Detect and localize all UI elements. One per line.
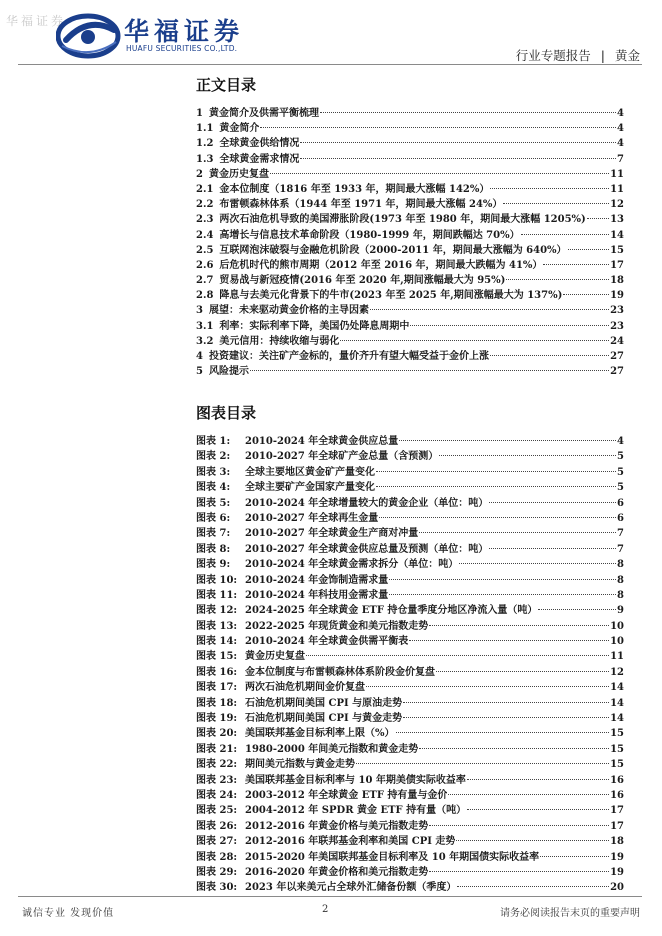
entry-page: 8 [617, 589, 624, 601]
figures-entry[interactable] [196, 773, 624, 788]
figures-entry[interactable] [196, 834, 624, 849]
brand-name-cn: 华福证券 [124, 17, 245, 46]
entry-page: 18 [610, 275, 624, 287]
entry-page: 15 [610, 759, 624, 771]
entry-number: 图表 15: [196, 651, 238, 663]
entry-title: 2022-2025 年现货黄金和美元指数走势 [245, 620, 429, 632]
report-type: 行业专题报告 [515, 48, 591, 63]
contents-entry[interactable] [196, 152, 624, 167]
figures-entry[interactable] [196, 449, 624, 464]
entry-title: 1980-2000 年间美元指数和黄金走势 [245, 743, 419, 755]
entry-leader [563, 294, 609, 295]
entry-number: 图表 5: [196, 497, 231, 509]
entry-title: 2010-2024 年全球黄金需求拆分（单位：吨） [245, 559, 459, 571]
figures-entry[interactable] [196, 680, 624, 695]
figures-entry[interactable] [196, 526, 624, 541]
entry-title: 2010-2027 年全球矿产金总量（含预测） [245, 451, 439, 463]
entry-leader [366, 686, 609, 687]
entry-leader [456, 840, 609, 841]
figures-entry[interactable] [196, 588, 624, 603]
entry-page: 23 [610, 305, 624, 317]
entry-title: 2010-2024 年全球黄金供需平衡表 [245, 636, 409, 648]
entry-leader [399, 440, 616, 441]
figures-entry[interactable] [196, 757, 624, 772]
entry-page: 15 [610, 743, 624, 755]
entry-number: 图表 8: [196, 543, 231, 555]
entry-number: 图表 16: [196, 666, 238, 678]
figures-entry[interactable] [196, 788, 624, 803]
entry-title: 全球主要矿产金国家产量变化 [245, 482, 375, 494]
entry-number: 图表 21: [196, 743, 238, 755]
entry-number: 2.2 [196, 199, 214, 211]
entry-page: 7 [617, 543, 624, 555]
entry-page: 23 [610, 320, 624, 332]
entry-page: 4 [617, 138, 624, 150]
entry-leader [370, 309, 609, 310]
entry-title: 全球黄金供给情况 [219, 138, 300, 150]
entry-leader [340, 340, 609, 341]
entry-title: 美国联邦基金目标利率上限（%） [245, 728, 395, 740]
entry-title: 两次石油危机导致的美国滞胀阶段(1973 年至 1980 年，期间最大涨幅 1205%) [219, 214, 586, 226]
brand-name-en: HUAFU SECURITIES CO.,LTD. [126, 44, 238, 53]
entry-page: 9 [617, 605, 624, 617]
figures-entry[interactable] [196, 880, 624, 895]
entry-page: 14 [610, 697, 624, 709]
entry-title: 2012-2016 年黄金价格与美元指数走势 [245, 820, 429, 832]
entry-leader [410, 325, 609, 326]
entry-page: 8 [617, 559, 624, 571]
figures-entry[interactable] [196, 803, 624, 818]
entry-title: 金本位制度（1816 年至 1933 年，期间最大涨幅 142%） [219, 183, 490, 195]
entry-page: 14 [610, 682, 624, 694]
entry-title: 贸易战与新冠疫情(2016 年至 2020 年,期间涨幅最大为 95%) [219, 275, 506, 287]
entry-title: 2010-2024 年科技用金需求量 [245, 589, 389, 601]
contents-entry[interactable] [196, 258, 624, 273]
entry-title: 降息与去美元化背景下的牛市(2023 年至 2025 年,期间涨幅最大为 137%) [219, 290, 563, 302]
header-rule [18, 64, 642, 65]
entry-leader [403, 702, 609, 703]
entry-number: 图表 17: [196, 682, 238, 694]
entry-title: 2024-2025 年全球黄金 ETF 持仓量季度分地区净流入量（吨） [245, 605, 538, 617]
entry-number: 图表 2: [196, 451, 231, 463]
footer-disclaimer: 请务必阅读报告末页的重要声明 [500, 908, 640, 919]
entry-title: 后危机时代的熊市周期（2012 年至 2016 年，期间最大跌幅为 41%） [219, 259, 543, 271]
entry-number: 图表 30: [196, 882, 238, 894]
entry-leader [490, 355, 609, 356]
contents-entry[interactable] [196, 182, 624, 197]
entry-number: 3.1 [196, 320, 214, 332]
figures-entry[interactable] [196, 711, 624, 726]
report-category [516, 46, 640, 64]
entry-page: 16 [610, 774, 624, 786]
entry-leader [429, 625, 609, 626]
entry-page: 19 [610, 851, 624, 863]
entry-title: 黄金简介及供需平衡梳理 [208, 108, 319, 119]
entry-page: 15 [610, 244, 624, 256]
entry-number: 图表 19: [196, 713, 238, 725]
entry-leader [419, 748, 609, 749]
entry-page: 18 [610, 836, 624, 848]
entry-leader [489, 548, 616, 549]
footer-slogan: 诚信专业 发现价值 [22, 908, 115, 919]
entry-number: 图表 18: [196, 697, 238, 709]
figures-entry[interactable] [196, 696, 624, 711]
contents-entry[interactable] [196, 364, 624, 379]
entry-page: 5 [617, 451, 624, 463]
entry-number: 图表 12: [196, 605, 238, 617]
figures-entry[interactable] [196, 619, 624, 634]
entry-page: 12 [610, 666, 624, 678]
contents-entry[interactable] [196, 212, 624, 227]
entry-page: 13 [610, 214, 624, 226]
entry-page: 19 [610, 866, 624, 878]
contents-entry[interactable] [196, 273, 624, 288]
entry-number: 图表 7: [196, 528, 231, 540]
figures-entry[interactable] [196, 819, 624, 834]
entry-page: 24 [610, 335, 624, 347]
entry-leader [506, 279, 609, 280]
entry-leader [300, 158, 616, 159]
entry-leader [376, 486, 616, 487]
report-sector: 黄金 [614, 48, 640, 63]
entry-number: 图表 6: [196, 512, 231, 524]
entry-leader [448, 794, 609, 795]
entry-number: 图表 1: [196, 436, 231, 447]
entry-leader [429, 825, 609, 826]
huafu-logo-icon [56, 10, 122, 60]
entry-number: 4 [196, 351, 203, 362]
entry-number: 图表 3: [196, 466, 231, 478]
entry-number: 图表 20: [196, 728, 238, 740]
entry-number: 图表 10: [196, 574, 238, 586]
entry-title: 2016-2020 年黄金价格和美元指数走势 [245, 866, 429, 878]
entry-title: 投资建议：关注矿产金标的，量价齐升有望大幅受益于金价上涨 [208, 351, 489, 362]
entry-title: 石油危机期间美国 CPI 与黄金走势 [245, 713, 403, 725]
entry-leader [587, 218, 609, 219]
entry-title: 利率：实际利率下降，美国仍处降息周期中 [219, 320, 410, 332]
entry-title: 2010-2027 年全球黄金供应总量及预测（单位：吨） [245, 543, 489, 555]
figures-entry[interactable] [196, 865, 624, 880]
entry-number: 1 [196, 108, 203, 119]
entry-leader [457, 886, 609, 887]
figures-entry[interactable] [196, 742, 624, 757]
entry-leader [439, 455, 616, 456]
entry-leader [396, 732, 610, 733]
entry-number: 图表 25: [196, 805, 238, 817]
entry-title: 期间美元指数与黄金走势 [245, 759, 355, 771]
entry-title: 2010-2027 年全球再生金量 [245, 512, 379, 524]
entry-leader [356, 763, 609, 764]
contents-entry[interactable] [196, 136, 624, 151]
entry-title: 2023 年以来美元占全球外汇储备份额（季度） [245, 882, 457, 894]
entry-number: 3 [196, 305, 203, 317]
figures-entry[interactable] [196, 434, 624, 449]
entry-page: 27 [610, 366, 624, 378]
entry-leader [540, 856, 609, 857]
contents-entry[interactable] [196, 288, 624, 303]
entry-title: 互联网泡沫破裂与金融危机阶段（2000-2011 年，期间最大涨幅为 640%） [219, 244, 567, 256]
entry-number: 图表 14: [196, 636, 238, 648]
entry-title: 黄金简介 [219, 123, 260, 135]
entry-page: 10 [610, 620, 624, 632]
entry-page: 11 [610, 168, 624, 180]
entry-leader [260, 127, 616, 128]
entry-title: 全球黄金需求情况 [219, 153, 300, 165]
entry-title: 美元信用：持续收缩与弱化 [219, 335, 340, 347]
figures-title: 图表目录 [196, 404, 257, 422]
entry-page: 7 [617, 153, 624, 165]
entry-page: 19 [610, 290, 624, 302]
entry-page: 11 [610, 651, 624, 663]
entry-page: 5 [617, 482, 624, 494]
entry-title: 2003-2012 年全球黄金 ETF 持有量与金价 [245, 789, 448, 801]
entry-leader [521, 234, 609, 235]
figures-entry[interactable] [196, 557, 624, 572]
entry-number: 2.1 [196, 183, 214, 195]
watermark-text: 华福证券 [6, 14, 67, 28]
contents-entry[interactable] [196, 243, 624, 258]
entry-number: 图表 9: [196, 559, 231, 571]
contents-entry[interactable] [196, 121, 624, 136]
entry-page: 12 [610, 199, 624, 211]
entry-page: 4 [617, 436, 624, 447]
entry-leader [389, 579, 616, 580]
figures-entry[interactable] [196, 603, 624, 618]
contents-title: 正文目录 [196, 76, 257, 94]
entry-number: 2.3 [196, 214, 214, 226]
figures-entry[interactable] [196, 665, 624, 680]
figures-entry[interactable] [196, 649, 624, 664]
entry-number: 2.4 [196, 229, 214, 241]
entry-number: 图表 29: [196, 866, 238, 878]
entry-number: 2.5 [196, 244, 214, 256]
entry-number: 图表 26: [196, 820, 238, 832]
entry-leader [403, 717, 609, 718]
contents-entry[interactable] [196, 167, 624, 182]
contents-entry[interactable] [196, 228, 624, 243]
entry-leader [467, 809, 609, 810]
entry-number: 图表 23: [196, 774, 238, 786]
contents-list [196, 106, 624, 379]
entry-title: 黄金历史复盘 [208, 168, 269, 180]
entry-leader [429, 871, 609, 872]
entry-title: 2012-2016 年联邦基金利率和美国 CPI 走势 [245, 836, 456, 848]
entry-page: 4 [617, 108, 624, 119]
entry-number: 1.2 [196, 138, 214, 150]
figures-entry[interactable] [196, 465, 624, 480]
figures-entry[interactable] [196, 496, 624, 511]
entry-page: 14 [610, 713, 624, 725]
entry-leader [543, 264, 609, 265]
entry-leader [376, 471, 616, 472]
entry-page: 17 [610, 820, 624, 832]
entry-page: 20 [610, 882, 624, 894]
entry-title: 2015-2020 年美国联邦基金目标利率及 10 年期国债实际收益率 [245, 851, 540, 863]
entry-title: 风险提示 [208, 366, 249, 378]
entry-number: 2.7 [196, 275, 214, 287]
entry-page: 16 [610, 789, 624, 801]
entry-page: 6 [617, 497, 624, 509]
entry-title: 展望：未来驱动黄金价格的主导因素 [208, 305, 369, 317]
entry-number: 图表 13: [196, 620, 238, 632]
footer-rule [18, 896, 642, 897]
figures-entry[interactable] [196, 726, 624, 741]
entry-title: 高增长与信息技术革命阶段（1980-1999 年，期间跌幅达 70%） [219, 229, 520, 241]
entry-title: 2010-2024 年全球黄金供应总量 [245, 436, 399, 447]
figures-entry[interactable] [196, 850, 624, 865]
entry-page: 17 [610, 805, 624, 817]
entry-number: 1.1 [196, 123, 214, 135]
entry-number: 图表 11: [196, 589, 238, 601]
page-number: 2 [322, 904, 329, 915]
entry-page: 11 [610, 183, 624, 195]
entry-leader [306, 655, 609, 656]
contents-entry[interactable] [196, 303, 624, 318]
entry-leader [467, 779, 609, 780]
entry-title: 2010-2024 年全球增量较大的黄金企业（单位：吨） [245, 497, 489, 509]
entry-page: 4 [617, 123, 624, 135]
entry-title: 黄金历史复盘 [245, 651, 305, 663]
entry-leader [568, 249, 610, 250]
contents-entry[interactable] [196, 106, 624, 121]
entry-title: 布雷顿森林体系（1944 年至 1971 年，期间最大涨幅 24%） [219, 199, 503, 211]
entry-number: 图表 22: [196, 759, 238, 771]
entry-number: 图表 27: [196, 836, 238, 848]
entry-title: 金本位制度与布雷顿森林体系阶段金价复盘 [245, 666, 435, 678]
entry-title: 2010-2027 年全球黄金生产商对冲量 [245, 528, 419, 540]
contents-entry[interactable] [196, 334, 624, 349]
entry-page: 7 [617, 528, 624, 540]
figures-list [196, 434, 624, 896]
entry-number: 2 [196, 168, 203, 180]
entry-leader [459, 563, 616, 564]
figures-entry[interactable] [196, 480, 624, 495]
entry-title: 美国联邦基金目标利率与 10 年期美债实际收益率 [245, 774, 466, 786]
entry-number: 2.8 [196, 290, 214, 302]
entry-page: 17 [610, 259, 624, 271]
entry-leader [538, 609, 616, 610]
entry-number: 图表 28: [196, 851, 238, 863]
entry-number: 1.3 [196, 153, 214, 165]
entry-title: 2010-2024 年金饰制造需求量 [245, 574, 389, 586]
entry-page: 14 [610, 229, 624, 241]
entry-page: 10 [610, 636, 624, 648]
entry-page: 5 [617, 466, 624, 478]
entry-leader [436, 671, 609, 672]
figures-entry[interactable] [196, 634, 624, 649]
entry-page: 15 [610, 728, 624, 740]
entry-title: 石油危机期间美国 CPI 与原油走势 [245, 697, 403, 709]
entry-title: 全球主要地区黄金矿产量变化 [245, 466, 375, 478]
entry-page: 8 [617, 574, 624, 586]
entry-page: 6 [617, 512, 624, 524]
entry-leader [300, 142, 616, 143]
entry-leader [379, 517, 616, 518]
company-logo [56, 10, 256, 62]
entry-number: 图表 24: [196, 789, 238, 801]
entry-page: 27 [610, 351, 624, 362]
entry-leader [503, 203, 609, 204]
entry-leader [489, 502, 616, 503]
entry-title: 2004-2012 年 SPDR 黄金 ETF 持有量（吨） [245, 805, 467, 817]
header-separator: | [600, 48, 605, 63]
entry-number: 5 [196, 366, 203, 378]
entry-leader [490, 188, 609, 189]
contents-entry[interactable] [196, 197, 624, 212]
contents-entry[interactable] [196, 319, 624, 334]
entry-number: 图表 4: [196, 482, 231, 494]
entry-number: 2.6 [196, 259, 214, 271]
entry-leader [250, 370, 609, 371]
entry-leader [270, 173, 609, 174]
entry-title: 两次石油危机期间金价复盘 [245, 682, 365, 694]
figures-entry[interactable] [196, 542, 624, 557]
entry-number: 3.2 [196, 335, 214, 347]
entry-leader [320, 112, 616, 113]
entry-leader [419, 532, 616, 533]
entry-leader [389, 594, 616, 595]
entry-leader [409, 640, 609, 641]
figures-entry[interactable] [196, 573, 624, 588]
figures-entry[interactable] [196, 511, 624, 526]
contents-entry[interactable] [196, 349, 624, 364]
